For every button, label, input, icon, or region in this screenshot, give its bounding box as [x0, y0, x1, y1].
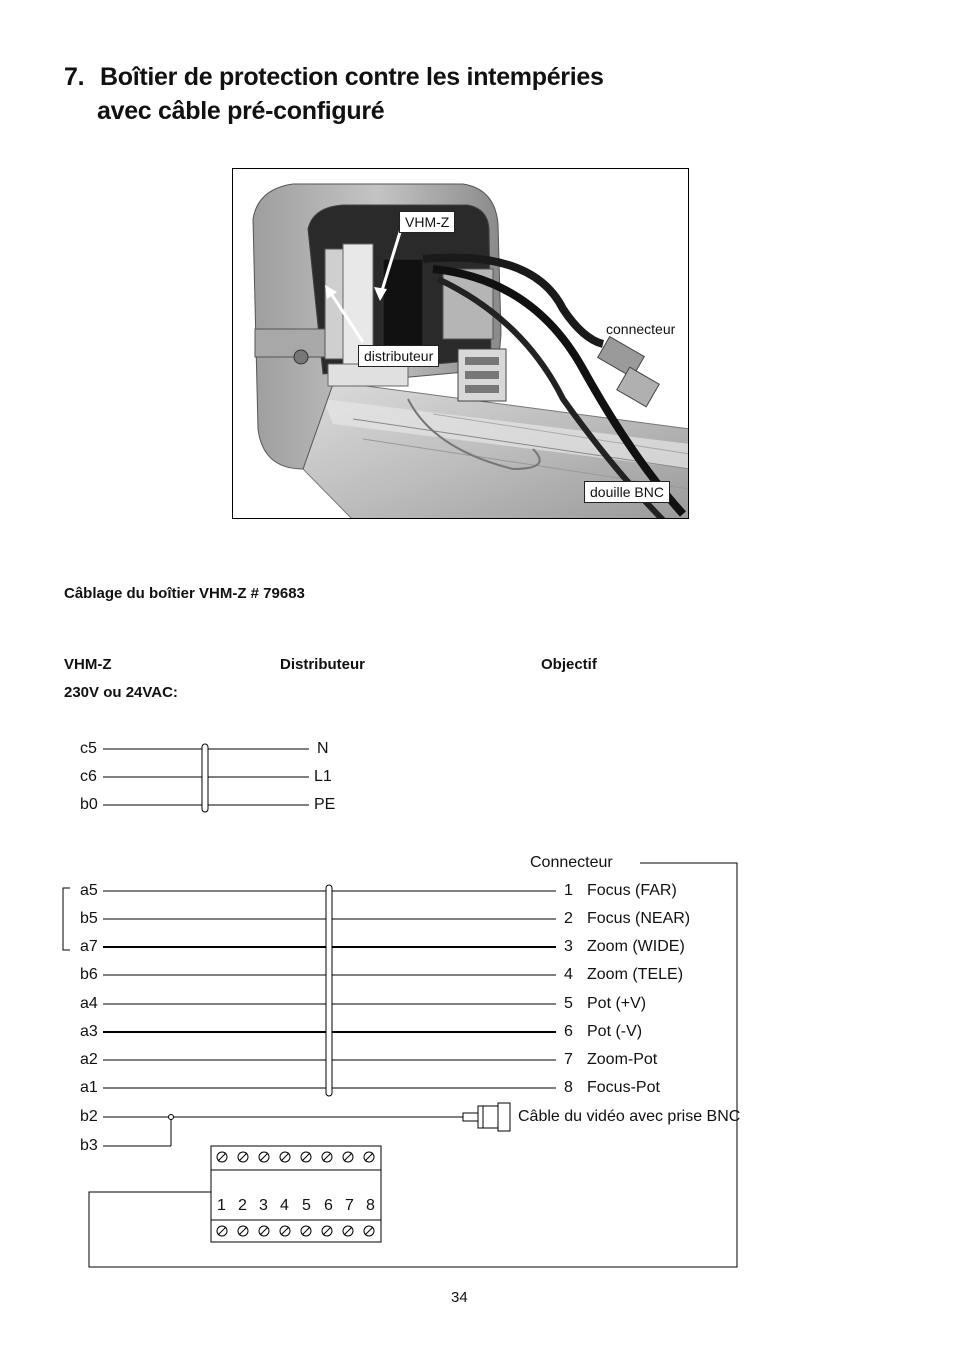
lens-function: Focus (NEAR) [587, 910, 691, 927]
page-number: 34 [451, 1289, 468, 1306]
lens-pin: 7 [564, 1051, 573, 1068]
callout-distributeur: distributeur [358, 345, 439, 367]
lens-left-label: a7 [80, 938, 98, 955]
callout-connecteur: connecteur [606, 321, 676, 337]
terminal-number: 7 [345, 1197, 354, 1214]
callout-douille-bnc: douille BNC [584, 481, 670, 503]
video-cable-label: Câble du vidéo avec prise BNC [518, 1108, 741, 1125]
lens-pin: 6 [564, 1023, 573, 1040]
terminal-number: 5 [302, 1197, 311, 1214]
terminal-number: 2 [238, 1197, 247, 1214]
power-right-n: N [317, 740, 329, 757]
lens-pin: 3 [564, 938, 573, 955]
power-left-c6: c6 [80, 768, 97, 785]
lens-function: Pot (+V) [587, 995, 647, 1012]
section-number: 7. [64, 63, 85, 91]
column-distributeur: Distributeur [280, 656, 366, 673]
lens-function: Zoom (TELE) [587, 966, 684, 983]
section-title-line1: Boîtier de protection contre les intempéries [100, 63, 604, 91]
power-left-b0: b0 [80, 796, 98, 813]
lens-left-label: a2 [80, 1051, 98, 1068]
terminal-screws [217, 1152, 374, 1236]
lens-function: Focus (FAR) [587, 882, 677, 899]
lens-pin: 8 [564, 1079, 573, 1096]
lens-pin: 4 [564, 966, 573, 983]
lens-left-label: b5 [80, 910, 98, 927]
video-left-b3: b3 [80, 1137, 98, 1154]
callout-vhmz: VHM-Z [399, 211, 455, 233]
terminal-number: 3 [259, 1197, 268, 1214]
lens-function: Zoom (WIDE) [587, 938, 685, 955]
video-left-b2: b2 [80, 1108, 98, 1125]
lens-left-label: a3 [80, 1023, 98, 1040]
power-right-l1: L1 [314, 768, 332, 785]
lens-pin: 5 [564, 995, 573, 1012]
terminal-number: 1 [217, 1197, 226, 1214]
lens-function: Focus-Pot [587, 1079, 660, 1096]
supply-label: 230V ou 24VAC: [64, 684, 178, 701]
lens-left-label: a1 [80, 1079, 98, 1096]
power-right-pe: PE [314, 796, 336, 813]
lens-left-label: a4 [80, 995, 98, 1012]
wiring-title: Câblage du boîtier VHM-Z # 79683 [64, 585, 305, 602]
lens-function: Zoom-Pot [587, 1051, 658, 1068]
column-vhmz: VHM-Z [64, 656, 112, 673]
lens-function: Pot (-V) [587, 1023, 643, 1040]
section-title-line2: avec câble pré-configuré [97, 97, 385, 125]
terminal-number: 4 [280, 1197, 289, 1214]
column-objectif: Objectif [541, 656, 597, 673]
connector-title: Connecteur [530, 854, 613, 871]
lens-pin: 1 [564, 882, 573, 899]
lens-left-label: b6 [80, 966, 98, 983]
power-left-c5: c5 [80, 740, 97, 757]
lens-left-label: a5 [80, 882, 98, 899]
terminal-number: 6 [324, 1197, 333, 1214]
terminal-number: 8 [366, 1197, 375, 1214]
lens-pin: 2 [564, 910, 573, 927]
